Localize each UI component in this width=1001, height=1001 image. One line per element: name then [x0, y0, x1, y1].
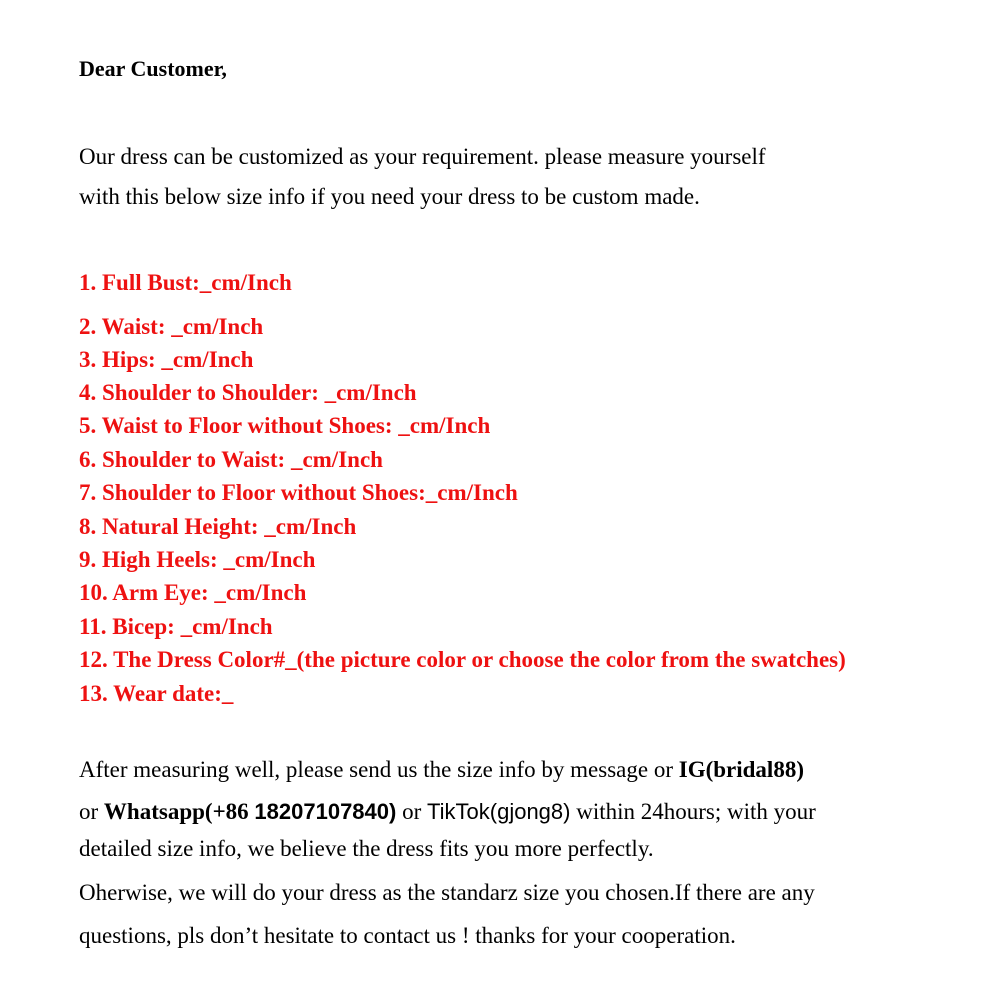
size-item-full-bust: 1. Full Bust:_cm/Inch	[79, 270, 292, 295]
intro-line-1: Our dress can be customized as your requirement. please measure yourself	[79, 144, 766, 169]
outro-line-1	[79, 757, 804, 783]
size-item-shoulder-to-shoulder: 4. Shoulder to Shoulder: _cm/Inch	[79, 380, 417, 405]
whatsapp-label: Whatsapp(+86	[103, 799, 255, 824]
tiktok-handle: TikTok(gjong8)	[427, 799, 571, 824]
size-item-waist-to-floor: 5. Waist to Floor without Shoes: _cm/Inch	[79, 413, 491, 438]
outro-line-3: detailed size info, we believe the dress fits you more perfectly.	[79, 836, 654, 861]
greeting-heading: Dear Customer,	[79, 56, 227, 81]
size-item-wear-date: 13. Wear date:_	[79, 681, 234, 706]
instagram-handle: IG(bridal88)	[678, 757, 804, 782]
size-item-dress-color: 12. The Dress Color#_(the picture color or choose the color from the swatches)	[79, 647, 846, 672]
outro-line-5: questions, pls don’t hesitate to contact us ! thanks for your cooperation.	[79, 923, 736, 948]
size-item-shoulder-to-waist: 6. Shoulder to Waist: _cm/Inch	[79, 447, 383, 472]
size-item-arm-eye: 10. Arm Eye: _cm/Inch	[79, 580, 307, 605]
outro-or-text-2: or	[396, 799, 428, 824]
size-item-natural-height: 8. Natural Height: _cm/Inch	[79, 514, 357, 539]
size-item-hips: 3. Hips: _cm/Inch	[79, 347, 254, 372]
size-item-high-heels: 9. High Heels: _cm/Inch	[79, 547, 316, 572]
intro-line-2: with this below size info if you need your dress to be custom made.	[79, 184, 700, 209]
outro-line-1-text: After measuring well, please send us the size info by message or	[79, 757, 679, 782]
outro-line-2-rest: within 24hours; with your	[570, 799, 816, 824]
size-item-waist: 2. Waist: _cm/Inch	[79, 314, 264, 339]
outro-or-text-1: or	[79, 799, 104, 824]
outro-line-4: Oherwise, we will do your dress as the standarz size you chosen.If there are any	[79, 880, 815, 905]
size-item-bicep: 11. Bicep: _cm/Inch	[79, 614, 273, 639]
outro-line-2	[79, 799, 816, 825]
whatsapp-number: 18207107840)	[254, 799, 397, 824]
size-item-shoulder-to-floor: 7. Shoulder to Floor without Shoes:_cm/Inch	[79, 480, 518, 505]
